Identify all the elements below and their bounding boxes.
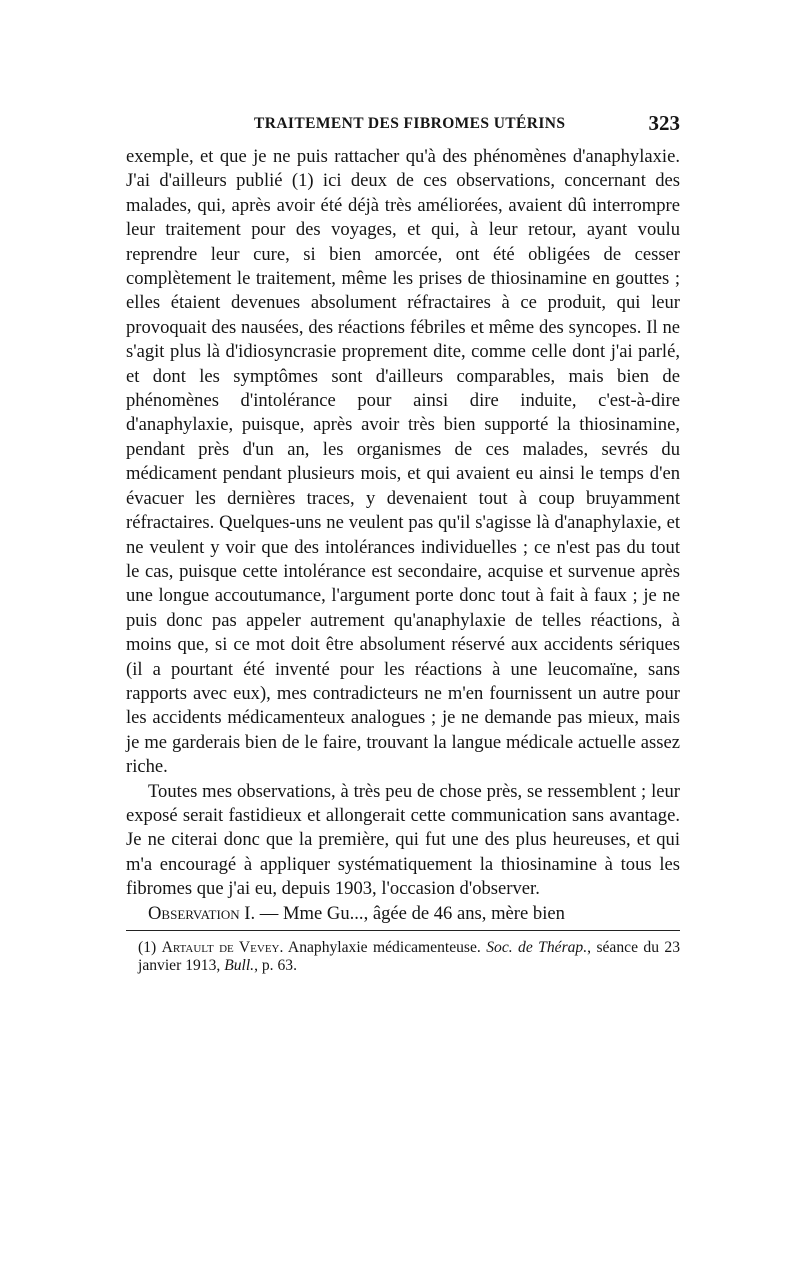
footnotes [126, 939, 680, 975]
page-header [126, 105, 680, 135]
running-head: TRAITEMENT DES FIBROMES UTÉRINS [254, 115, 566, 132]
footnote-text-3: , p. 63. [254, 957, 297, 974]
footnote-journal: Soc. de Thérap. [486, 939, 588, 956]
paragraph-continuation: exemple, et que je ne puis rattacher qu'à des phénomènes d'anaphylaxie. J'ai d'ailleurs publié (1) ici deux de ces observations, concernant des malades, qui, après avoir été déjà très améliorées, avaient dû interrompre leur traitement pour des voyages, et qui, à leur retour, ayant voulu reprendre leur cure, si bien amorcée, ont été obligées de cesser complètement le traitement, même les prises de thiosinamine en gouttes ; elles étaient devenues absolument réfractaires à ce produit, qui leur provoquait des nausées, des réactions fébriles et même des syncopes. Il ne s'agit plus là d'idiosyncrasie proprement dite, comme celle dont j'ai parlé, et dont les symptômes sont d'ailleurs comparables, mais bien de phénomènes d'intolérance pour ainsi dire induite, c'est-à-dire d'anaphylaxie, puisque, après avoir très bien supporté la thiosinamine, pendant près d'un an, les organismes de ces malades, sevrés du médicament pendant plusieurs mois, et qui avaient eu ainsi le temps d'en évacuer les dernières traces, y devenaient tout à coup bruyamment réfractaires. Quelques-uns ne veulent pas qu'il s'agisse là d'anaphylaxie, et ne veulent y voir que des intolérances individuelles ; ce n'est pas du tout le cas, puisque cette intolérance est secondaire, acquise et survenue après une longue accoutumance, l'argument porte donc tout à fait à faux ; je ne puis donc pas appeler autrement qu'anaphylaxie de telles réactions, à moins que, si ce mot doit être absolument réservé aux accidents sériques (il a pourtant été inventé pour les réactions à une leucomaïne, sans rapports avec eux), mes contradicteurs ne m'en fournissent un autre pour les accidents médicamenteux analogues ; je ne demande pas mieux, mais je me garderais bien de le faire, trouvant la langue médicale actuelle assez riche. [126, 146, 680, 778]
body-text [126, 145, 680, 926]
footnote-rule [126, 930, 680, 931]
observation-text: — Mme Gu..., âgée de 46 ans, mère bien [255, 902, 565, 924]
footnote-bulletin: Bull. [224, 957, 255, 974]
footnote-text-2: , séance du 23 janvier 1913, [138, 939, 680, 974]
footnote-author: Artault de Vevey [161, 939, 280, 956]
footnote-text-1: . Anaphylaxie médicamenteuse. [279, 939, 487, 956]
observation-label: Observation I. [148, 902, 256, 924]
paragraph-observation-heading [126, 902, 680, 926]
footnote-marker: (1) [138, 939, 157, 956]
footnote-1 [138, 939, 680, 975]
page-number: 323 [648, 111, 680, 135]
page [126, 105, 680, 975]
paragraph-observations: Toutes mes observations, à très peu de chose près, se ressemblent ; leur exposé serait fastidieux et allongerait cette communication sans avantage. Je ne citerai donc que la première, qui fut une des plus heureuses, et qui m'a encouragé à appliquer systématiquement la thiosinamine à tous les fibromes que j'ai eu, depuis 1903, l'occasion d'observer. [126, 780, 680, 900]
